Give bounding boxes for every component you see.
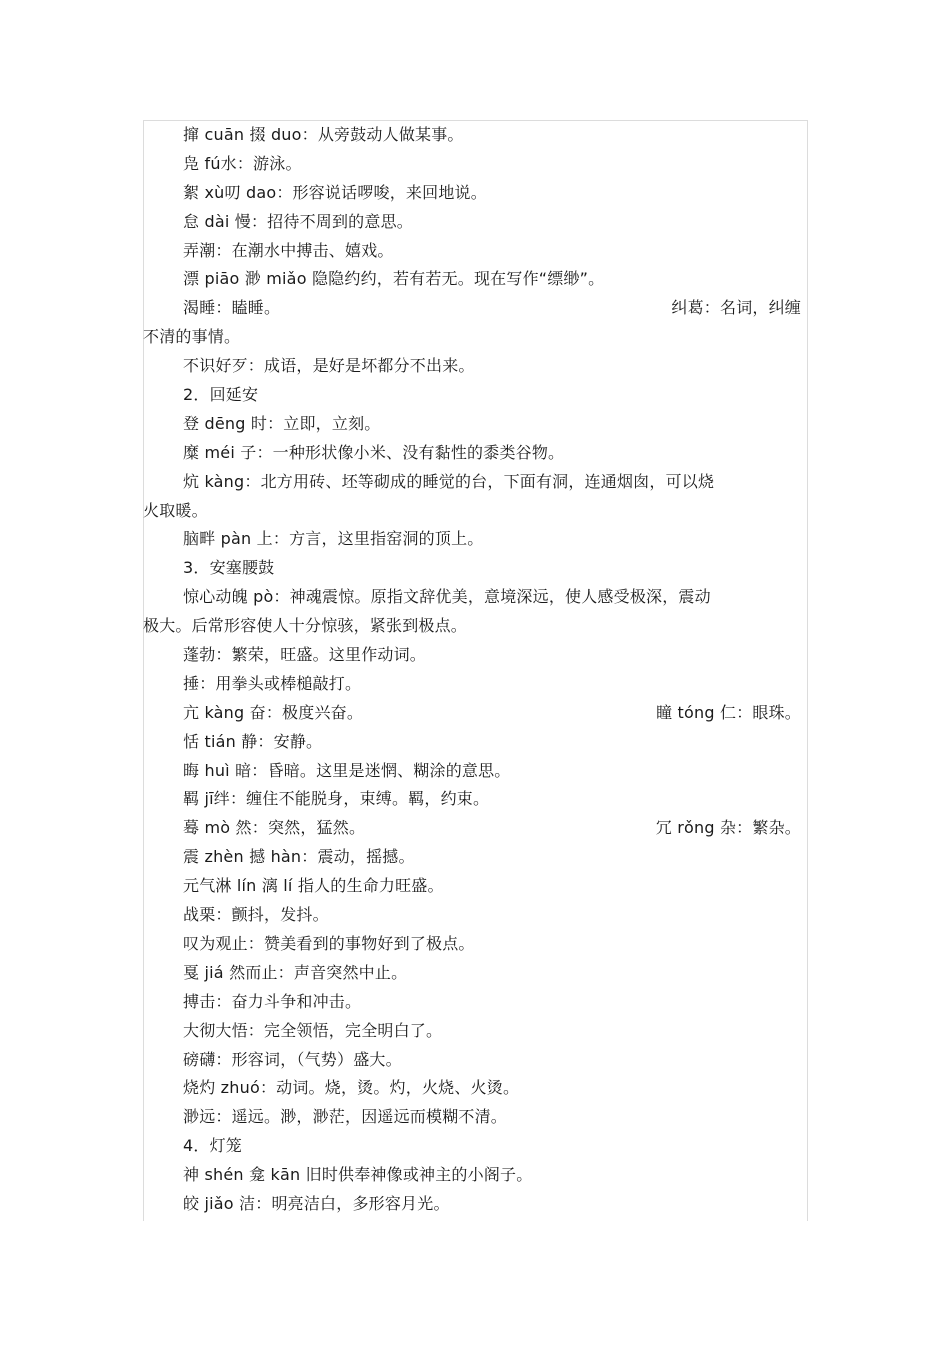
vocabulary-list — [143, 121, 801, 1219]
vocab-entry — [143, 843, 801, 872]
entry-text: 絮 xù叨 dao：形容说话啰唆，来回地说。 — [183, 182, 487, 202]
entry-text: 羁 jī绊：缠住不能脱身，束缚。羁，约束。 — [183, 789, 490, 809]
entry-text: 撺 cuān 掇 duo：从旁鼓动人做某事。 — [183, 125, 464, 144]
vocab-entry — [143, 1103, 801, 1132]
entry-text: 捶：用拳头或棒槌敲打。 — [183, 673, 362, 693]
entry-text: 漂 piāo 渺 miǎo 隐隐约约，若有若无。现在写作“缥缈”。 — [183, 269, 605, 289]
entry-text: 恬 tián 静：安静。 — [183, 731, 323, 751]
vocab-entry — [143, 554, 801, 583]
vocab-entry — [143, 294, 801, 323]
entry-text: 磅礴：形容词，（气势）盛大。 — [183, 1049, 402, 1069]
entry-text: 登 dēng 时：立即，立刻。 — [183, 413, 381, 433]
entry-text: 不清的事情。 — [143, 327, 241, 347]
vocab-entry — [143, 1074, 801, 1103]
entry-text: 震 zhèn 撼 hàn：震动，摇撼。 — [183, 847, 415, 867]
entry-text: 元气淋 lín 漓 lí 指人的生命力旺盛。 — [183, 876, 444, 896]
entry-text: 渴睡：瞌睡。 — [183, 298, 281, 318]
entry-text: 搏击：奋力斗争和冲击。 — [183, 991, 362, 1011]
entry-text: 渺远：遥远。渺，渺茫，因遥远而模糊不清。 — [183, 1107, 508, 1127]
vocab-entry — [143, 988, 801, 1017]
entry-text-right: 纠葛：名词，纠缠 — [671, 298, 801, 318]
vocab-entry — [143, 1161, 801, 1190]
entry-continuation — [143, 497, 801, 526]
entry-text: 神 shén 龛 kān 旧时供奉神像或神主的小阁子。 — [183, 1165, 533, 1185]
entry-text: 3．安塞腰鼓 — [183, 558, 275, 578]
entry-text: 蓬勃：繁荣，旺盛。这里作动词。 — [183, 645, 427, 665]
vocab-entry — [143, 1046, 801, 1075]
entry-text: 亢 kàng 奋：极度兴奋。 — [183, 702, 364, 722]
entry-text: 2．回延安 — [183, 385, 259, 405]
vocab-entry — [143, 410, 801, 439]
vocab-entry — [143, 352, 801, 381]
vocab-entry — [143, 641, 801, 670]
entry-continuation — [143, 612, 801, 641]
vocab-entry — [143, 1017, 801, 1046]
entry-text: 不识好歹：成语，是好是坏都分不出来。 — [183, 356, 475, 376]
entry-text: 弄潮：在潮水中搏击、嬉戏。 — [183, 240, 394, 260]
vocab-entry — [143, 381, 801, 410]
vocab-entry — [143, 814, 801, 843]
entry-text: 脑畔 pàn 上：方言，这里指窑洞的顶上。 — [183, 529, 484, 549]
vocab-entry — [143, 901, 801, 930]
vocab-entry — [143, 525, 801, 554]
entry-text: 蓦 mò 然：突然，猛然。 — [183, 818, 366, 838]
vocab-entry — [143, 583, 801, 612]
vocab-entry — [143, 872, 801, 901]
entry-text: 战栗：颤抖，发抖。 — [183, 905, 329, 925]
entry-text: 大彻大悟：完全领悟，完全明白了。 — [183, 1020, 443, 1040]
vocab-entry — [143, 237, 801, 266]
vocab-entry — [143, 439, 801, 468]
vocab-entry — [143, 728, 801, 757]
entry-text: 叹为观止：赞美看到的事物好到了极点。 — [183, 933, 475, 953]
entry-text: 晦 huì 暗：昏暗。这里是迷惘、糊涂的意思。 — [183, 760, 511, 780]
vocab-entry — [143, 150, 801, 179]
vocab-entry — [143, 208, 801, 237]
entry-text: 火取暖。 — [143, 500, 208, 520]
entry-text: 皎 jiǎo 洁：明亮洁白，多形容月光。 — [183, 1193, 450, 1213]
vocab-entry — [143, 757, 801, 786]
vocab-entry — [143, 959, 801, 988]
vocab-entry — [143, 468, 801, 497]
entry-text: 4．灯笼 — [183, 1136, 242, 1156]
entry-text: 烧灼 zhuó：动词。烧，烫。灼，火烧、火烫。 — [183, 1078, 520, 1098]
vocab-entry — [143, 699, 801, 728]
vocab-entry — [143, 179, 801, 208]
vocab-entry — [143, 1132, 801, 1161]
entry-text: 凫 fú水：游泳。 — [183, 153, 302, 173]
vocab-entry — [143, 785, 801, 814]
vocab-entry — [143, 121, 801, 150]
vocab-entry — [143, 670, 801, 699]
entry-continuation — [143, 323, 801, 352]
entry-text: 惊心动魄 pò：神魂震惊。原指文辞优美，意境深远，使人感受极深，震动 — [183, 587, 711, 607]
entry-text: 糜 méi 子：一种形状像小米、没有黏性的黍类谷物。 — [183, 442, 565, 462]
entry-text-right: 瞳 tóng 仁：眼珠。 — [656, 702, 801, 722]
entry-text-right: 冗 rǒng 杂：繁杂。 — [655, 818, 801, 838]
entry-text: 怠 dài 慢：招待不周到的意思。 — [183, 211, 413, 231]
vocab-entry — [143, 1190, 801, 1219]
vocab-entry — [143, 930, 801, 959]
entry-text: 极大。后常形容使人十分惊骇，紧张到极点。 — [143, 616, 468, 636]
entry-text: 戛 jiá 然而止：声音突然中止。 — [183, 962, 408, 982]
entry-text: 炕 kàng：北方用砖、坯等砌成的睡觉的台，下面有洞，连通烟囱，可以烧 — [183, 471, 715, 491]
vocab-entry — [143, 265, 801, 294]
